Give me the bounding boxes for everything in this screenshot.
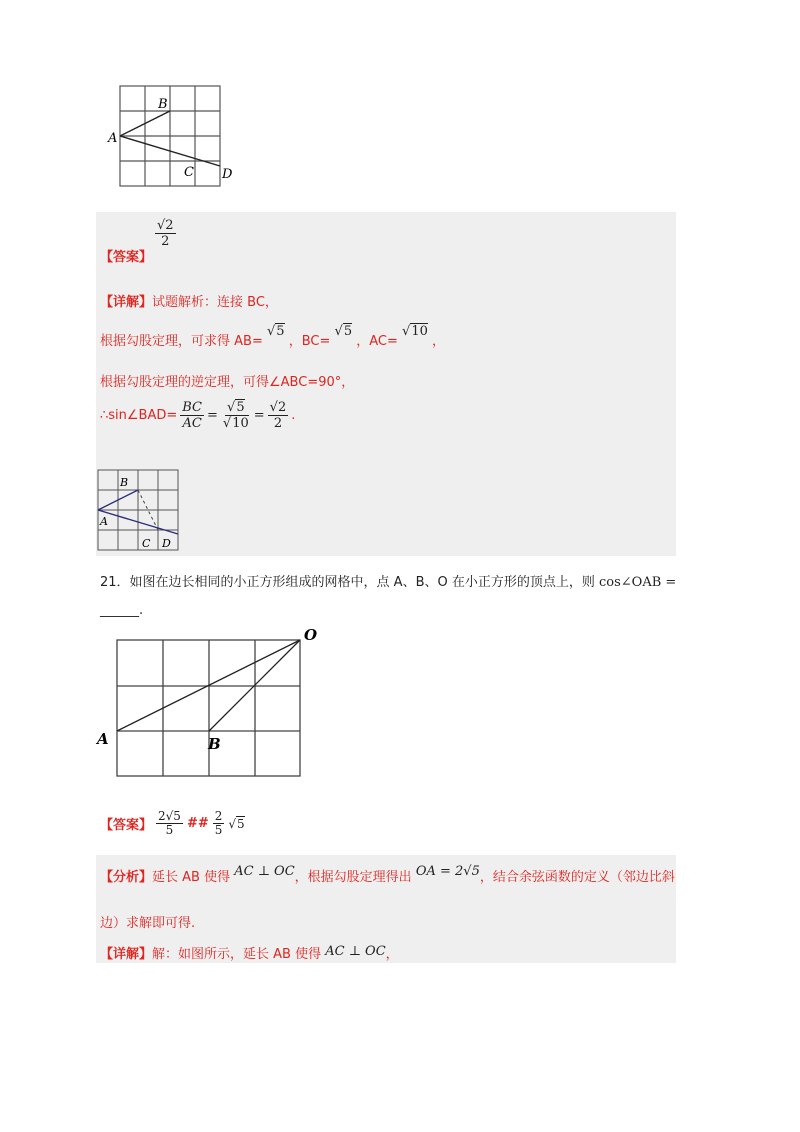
analysis-text-3: ，结合余弦函数的定义（邻边比斜 [479, 870, 675, 885]
eq-2: = [253, 408, 265, 423]
line4-end: . [291, 408, 296, 423]
q20-answer-fraction [155, 218, 176, 249]
q21-answer-label: 【答案】 [100, 818, 153, 833]
label-a-2: A [100, 515, 108, 528]
bc-label: ，BC= [288, 334, 331, 349]
q21-analysis-line1 [100, 866, 675, 885]
q20-detail-line4: ∴sin∠BAD= $\frac{BC}{AC}$ = $\frac{√5}{√10}$ = $\frac{√2}{2}$ . [100, 400, 296, 431]
analysis-math-1: AC ⊥ OC [234, 864, 295, 879]
frac1-den: AC [182, 416, 202, 431]
bc-value: 5 [343, 324, 353, 339]
q21-ans-tail: 5 [237, 816, 245, 831]
q21-detail-label: 【详解】 [100, 947, 153, 962]
analysis-label: 【分析】 [100, 870, 153, 885]
analysis-math-2: OA = 2√5 [415, 864, 480, 879]
label-a: A [108, 131, 118, 146]
line4-prefix: ∴sin∠BAD= [100, 408, 178, 423]
q21-answer: 【答案】 $\frac{2√5}{5}$ ## $\frac{2}{5}$ √5 [100, 809, 245, 837]
line2-prefix: 根据勾股定理，可求得 AB= [100, 334, 263, 349]
q21-ans-den: 5 [165, 823, 174, 837]
q20-grid-figure-2 [96, 468, 186, 554]
label-b: B [158, 97, 168, 112]
q21-blank: ______. [100, 603, 144, 618]
q20-detail-line3: 根据勾股定理的逆定理，可得∠ABC=90°， [100, 375, 355, 390]
q20-grid-figure [100, 80, 250, 190]
ac-label: ，AC= [356, 334, 398, 349]
sqrt-bc: √5 [334, 324, 353, 339]
detail-intro: 试题解析：连接 BC， [152, 295, 278, 310]
label-d-2: D [162, 537, 171, 550]
q21-ans-den2: 5 [214, 823, 223, 837]
answer-denominator: 2 [161, 234, 170, 249]
q21-detail-line [100, 943, 399, 962]
label-a-q21: A [97, 730, 109, 748]
label-c-2: C [142, 537, 151, 550]
frac3-den: 2 [273, 416, 283, 431]
frac1-num: BC [182, 400, 203, 415]
analysis-text-1: 延长 AB 使得 [152, 870, 231, 885]
q21-detail-math: AC ⊥ OC [325, 944, 386, 959]
answer-numerator: √2 [157, 218, 174, 233]
q21-question-text: 21．如图在边长相同的小正方形组成的网格中，点 A、B、O 在小正方形的顶点上，则 [100, 575, 595, 590]
ac-value: 10 [411, 324, 428, 339]
q20-answer-label: 【答案】 [100, 250, 153, 265]
label-b-q21: B [208, 735, 221, 753]
detail-label: 【详解】 [100, 295, 153, 310]
sqrt-ab: √5 [266, 324, 285, 339]
line2-end: ， [432, 334, 446, 349]
analysis-text-2: ，根据勾股定理得出 [294, 870, 412, 885]
ab-value: 5 [276, 324, 285, 339]
frac2-den: 10 [232, 416, 249, 431]
q21-detail-end: ， [385, 947, 399, 962]
q21-grid-lines [117, 640, 300, 776]
q21-ans-num2: 2 [214, 809, 223, 823]
q21-question [100, 571, 676, 590]
q21-question-math: cos∠OAB = [599, 575, 677, 590]
q21-detail-text: 解：如图所示，延长 AB 使得 [152, 947, 322, 962]
q21-analysis-line2: 边）求解即可得. [100, 916, 196, 931]
frac2-num: 5 [236, 400, 245, 415]
q21-ans-num: 2√5 [158, 809, 181, 823]
q20-detail-line2 [100, 324, 446, 349]
q21-grid-figure [92, 622, 332, 782]
eq-1: = [207, 408, 218, 423]
sqrt-ac: √10 [402, 324, 428, 339]
q20-detail-line1 [100, 291, 278, 310]
grid-lines [120, 86, 220, 186]
q21-ans-sep: ## [186, 816, 209, 831]
label-d: D [222, 167, 233, 182]
frac3-num: √2 [269, 400, 287, 415]
label-b-2: B [120, 476, 129, 489]
label-c: C [184, 165, 194, 180]
label-o-q21: O [304, 626, 318, 644]
